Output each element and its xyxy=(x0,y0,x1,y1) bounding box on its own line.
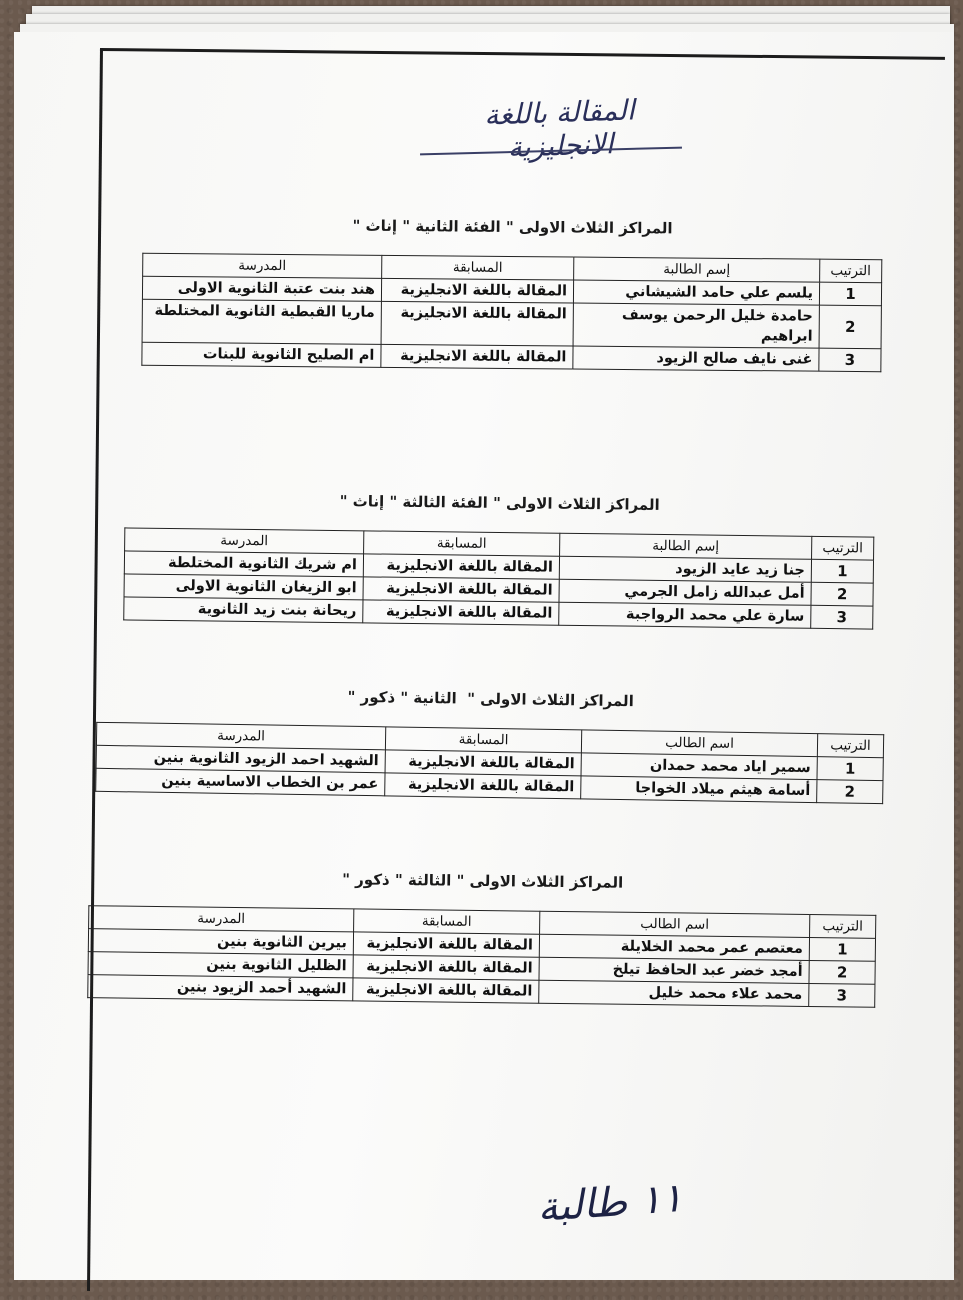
col-competition: المسابقة xyxy=(382,255,574,280)
col-school: المدرسة xyxy=(89,906,354,932)
section-heading: المراكز الثلاث الاولى " الثانية " ذكور " xyxy=(347,687,634,711)
results-table xyxy=(87,905,876,1008)
school-cell: ام الصليح الثانوية للبنات xyxy=(142,342,381,367)
rank-cell: 2 xyxy=(819,305,881,349)
rank-cell: 3 xyxy=(811,605,873,629)
student-name-cell: يلسم علي حامد الشيشاني xyxy=(573,280,819,305)
school-cell: ام شريك الثانوية المختلطة xyxy=(124,551,363,577)
competition-cell: المقالة باللغة الانجليزية xyxy=(353,955,539,980)
table-row xyxy=(142,299,881,348)
competition-cell: المقالة باللغة الانجليزية xyxy=(353,978,539,1003)
rank-cell: 3 xyxy=(809,983,875,1007)
school-cell: ريحانة بنت زيد الثانوية xyxy=(124,597,363,623)
school-cell: بيرين الثانوية بنين xyxy=(88,929,353,955)
col-competition: المسابقة xyxy=(354,909,540,934)
col-student: إسم الطالبة xyxy=(574,257,820,282)
handwritten-count: ١١ طالبة xyxy=(535,1174,685,1232)
section-heading: المراكز الثلاث الاولى " الفئة الثالثة " إناث " xyxy=(339,492,660,514)
rank-cell: 1 xyxy=(809,938,875,962)
competition-cell: المقالة باللغة الانجليزية xyxy=(381,301,573,346)
school-cell: هند بنت عتبة الثانوية الاولى xyxy=(142,276,381,301)
student-name-cell: أمجد خضر عبد الحافظ تيلخ xyxy=(539,957,809,983)
competition-cell: المقالة باللغة الانجليزية xyxy=(363,554,559,579)
results-section-4 xyxy=(87,867,877,1008)
col-rank: الترتيب xyxy=(810,915,876,939)
col-rank: الترتيب xyxy=(817,734,883,758)
section-heading: المراكز الثلاث الاولى " الثالثة " ذكور " xyxy=(342,870,624,892)
rank-cell: 1 xyxy=(817,757,883,781)
rank-cell: 2 xyxy=(817,780,883,804)
school-cell: الشهيد احمد الزيود الثانوية بنين xyxy=(96,745,385,773)
school-cell: الظليل الثانوية بنين xyxy=(88,952,353,978)
col-student: إسم الطالبة xyxy=(560,533,812,559)
competition-cell: المقالة باللغة الانجليزية xyxy=(385,773,581,799)
results-section-1 xyxy=(141,215,882,372)
student-name-cell: جنا زيد عايد الزيود xyxy=(559,556,811,582)
competition-cell: المقالة باللغة الانجليزية xyxy=(363,577,559,602)
col-rank: الترتيب xyxy=(820,259,882,283)
student-name-cell: أسامة هيثم ميلاد الخواجا xyxy=(581,776,817,803)
student-name-cell: حامدة خليل الرحمن يوسف ابراهيم xyxy=(573,303,819,348)
handwritten-title: المقالة باللغة الانجليزية xyxy=(483,93,636,164)
student-name-cell: محمد علاء محمد خليل xyxy=(539,980,809,1006)
student-name-cell: أمل عبدالله زامل الجرمي xyxy=(559,579,811,605)
col-competition: المسابقة xyxy=(364,531,560,556)
results-table xyxy=(123,527,874,629)
rank-cell: 1 xyxy=(819,282,881,306)
school-cell: عمر بن الخطاب الاساسية بنين xyxy=(96,768,385,796)
rank-cell: 2 xyxy=(809,960,875,984)
col-school: المدرسة xyxy=(125,528,364,554)
student-name-cell: معتصم عمر محمد الخلايلة xyxy=(539,934,809,960)
rank-cell: 1 xyxy=(811,559,873,583)
school-cell: ماريا القبطية الثانوية المختلطة xyxy=(142,299,381,344)
student-name-cell: غنى نايف صالح الزيود xyxy=(573,346,819,371)
rank-cell: 3 xyxy=(819,348,881,372)
results-section-3 xyxy=(95,684,885,804)
results-section-2 xyxy=(123,489,875,629)
col-student: اسم الطالب xyxy=(540,911,810,937)
school-cell: ابو الزيغان الثانوية الاولى xyxy=(124,574,363,600)
competition-cell: المقالة باللغة الانجليزية xyxy=(381,278,573,303)
school-cell: الشهيد أحمد الزيود بنين xyxy=(88,975,353,1001)
student-name-cell: سمير اياد محمد حمدان xyxy=(581,753,817,780)
competition-cell: المقالة باللغة الانجليزية xyxy=(363,600,559,625)
rank-cell: 2 xyxy=(811,582,873,606)
col-student: اسم الطالب xyxy=(581,730,817,757)
competition-cell: المقالة باللغة الانجليزية xyxy=(353,932,539,957)
student-name-cell: سارة علي محمد الرواجبة xyxy=(559,602,811,628)
col-rank: الترتيب xyxy=(812,536,874,560)
results-table xyxy=(141,253,882,372)
results-table xyxy=(95,722,884,804)
competition-cell: المقالة باللغة الانجليزية xyxy=(385,750,581,776)
col-school: المدرسة xyxy=(96,722,385,750)
col-school: المدرسة xyxy=(143,253,382,278)
competition-cell: المقالة باللغة الانجليزية xyxy=(381,344,573,369)
col-competition: المسابقة xyxy=(385,727,581,753)
section-heading: المراكز الثلاث الاولى " الفئة الثانية " إناث " xyxy=(352,216,673,238)
